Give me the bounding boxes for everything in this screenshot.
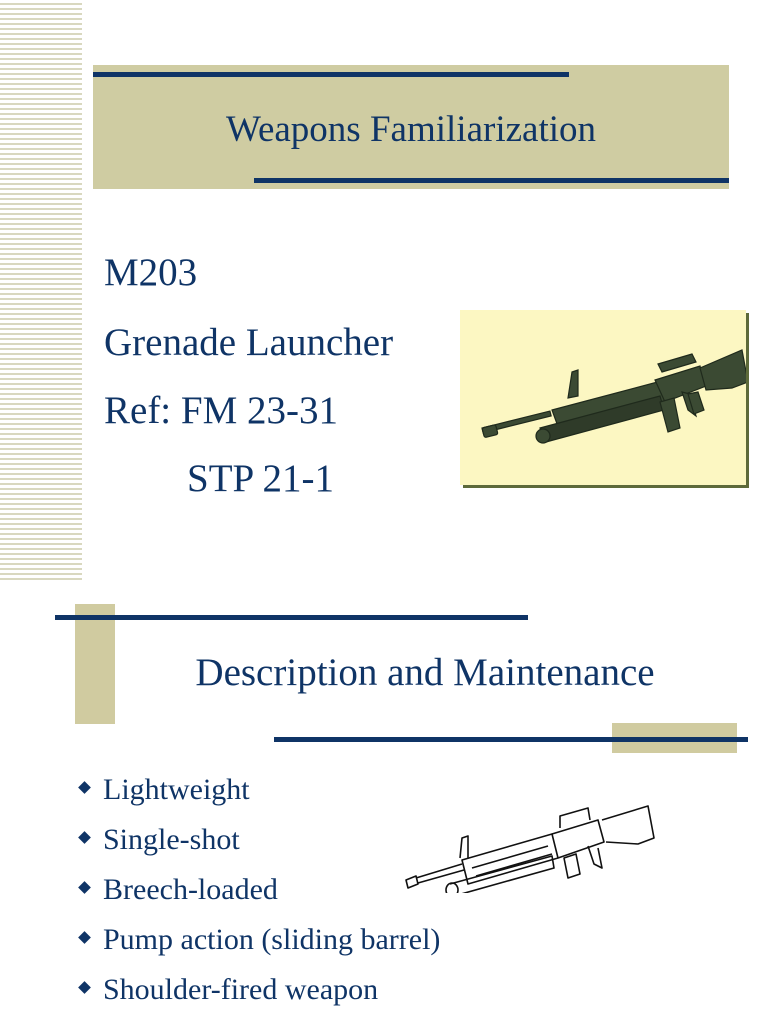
weapon-photo-frame	[460, 310, 746, 485]
bullet-diamond-icon	[78, 981, 91, 994]
slide-title: Description and Maintenance	[195, 651, 655, 694]
rifle-line-drawing	[402, 798, 662, 893]
decorative-stripe	[0, 0, 82, 580]
bullet-diamond-icon	[78, 931, 91, 944]
weapon-model: M203	[104, 251, 198, 294]
list-item: Shoulder-fired weapon	[80, 965, 440, 1015]
bullet-diamond-icon	[78, 781, 91, 794]
bullet-diamond-icon	[78, 881, 91, 894]
reference-fm: Ref: FM 23-31	[104, 389, 338, 432]
decorative-square-left	[75, 604, 115, 724]
title-bar-bottom	[254, 178, 729, 183]
slide-description-maintenance	[0, 580, 768, 1024]
feature-list	[80, 765, 440, 1015]
list-item: Pump action (sliding barrel)	[80, 915, 440, 965]
weapon-name: Grenade Launcher	[104, 321, 394, 364]
bullet-diamond-icon	[78, 831, 91, 844]
list-item: Lightweight	[80, 765, 440, 815]
title-bar-top	[93, 72, 569, 77]
list-item: Breech-loaded	[80, 865, 440, 915]
reference-stp: STP 21-1	[187, 457, 334, 500]
title-bar-bottom	[274, 737, 748, 742]
title-bar-top	[55, 615, 528, 620]
rifle-with-grenade-launcher-photo	[460, 310, 746, 485]
slide-title: Weapons Familiarization	[226, 109, 596, 150]
list-item: Single-shot	[80, 815, 440, 865]
